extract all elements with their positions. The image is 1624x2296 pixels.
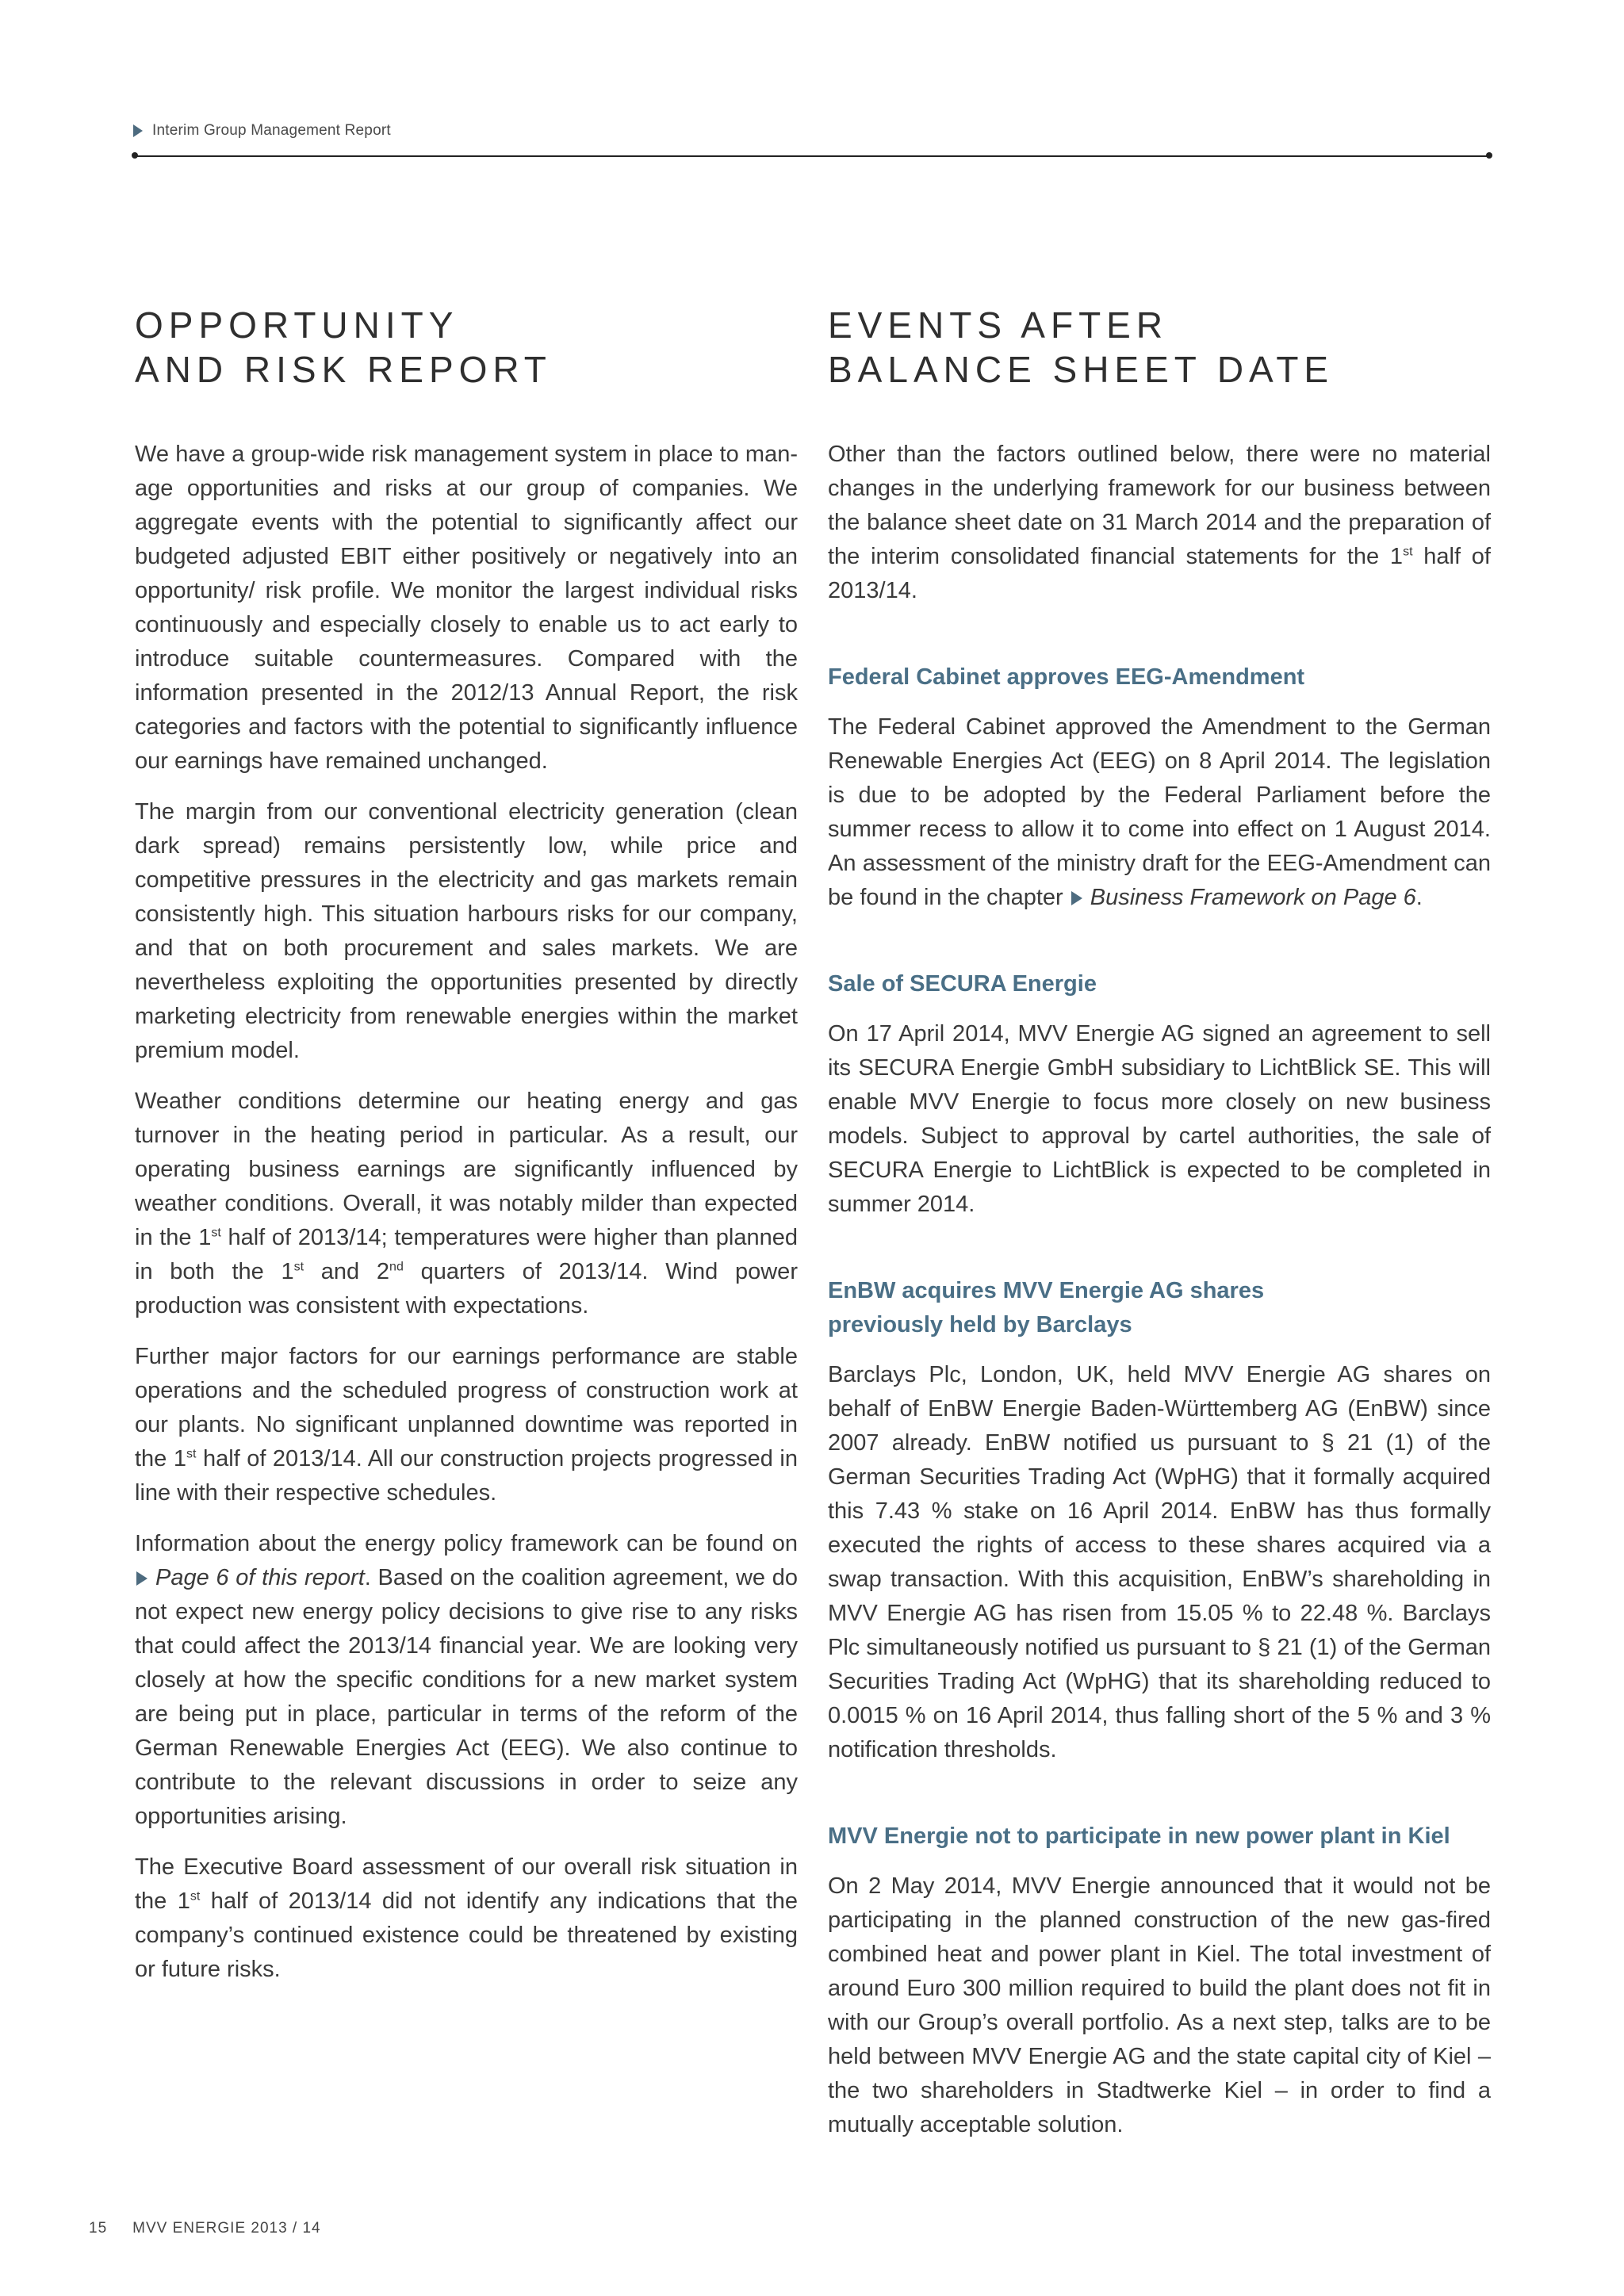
- clean-dark-spread-paragraph: The margin from our conventional electricity generation (clean dark spread) remains persistently low, while price and competitive pressures in the electricity and gas markets remain consistently high. This situation harbours risks for our company, and that on both procurement and sales markets. We are nevertheless exploiting the opportunities presented by directly marketing electricity from renewable energies within the market premium model.: [135, 799, 798, 1063]
- kiel-power-plant-heading: MVV Energie not to participate in new power plant in Kiel: [828, 1823, 1450, 1849]
- page-number: 15: [89, 2220, 108, 2237]
- running-header-title: Interim Group Management Report: [152, 122, 391, 139]
- opportunity-risk-column: [135, 303, 798, 2003]
- page-6-reference-link[interactable]: Page 6 of this report: [155, 1565, 365, 1590]
- title-line-1: EVENTS AFTER: [828, 304, 1169, 346]
- title-line-2: BALANCE SHEET DATE: [828, 349, 1335, 390]
- events-after-balance-body: [828, 438, 1491, 2142]
- eeg-amendment-paragraph: The Federal Cabinet approved the Amendment to the German Renewable Energies Act (EEG) on 8 April 2014. The legislation is due to be adopted by the Federal Parliament before the summer recess to allow it to come into effect on 1 August 2014. An assessment of the ministry draft for the EEG-Amendment can be found in the chapter Business Framework on Page 6.: [828, 714, 1491, 910]
- opportunity-risk-body: [135, 438, 798, 1987]
- secura-sale-paragraph: On 17 April 2014, MVV Energie AG signed an agreement to sell its SECURA Energie GmbH subsidiary to LichtBlick SE. This will enable MVV Energie to focus more closely on new business models. Subject to approval by cartel authorities, the sale of SECURA Energie to LichtBlick is expected to be completed in summer 2014.: [828, 1021, 1491, 1217]
- kiel-power-plant-paragraph: On 2 May 2014, MVV Energie announced that it would not be participating in the planned construction of the new gas-fired combined heat and power plant in Kiel. The total investment of around Euro 300 million required to build the plant does not fit in with our Group’s overall portfolio. As a next step, talks are to be held between MVV Energie AG and the state capital city of Kiel – the two shareholders in Stadtwerke Kiel – in order to find a mutually acceptable solution.: [828, 1873, 1491, 2137]
- enbw-acquisition-paragraph: Barclays Plc, London, UK, held MVV Energie AG shares on behalf of EnBW Energie Baden-Württemberg AG (EnBW) since 2007 already. EnBW notified us pursuant to § 21 (1) of the German Securities Trading Act (WpHG) that it formally acquired this 7.43 % stake on 16 April 2014. EnBW has thus formally executed the rights of access to these shares acquired via a swap transaction. With this acquisition, EnBW’s shareholding in MVV Energie AG has risen from 15.05 % to 22.48 %. Barclays Plc simultaneously notified us pursuant to § 21 (1) of the German Securities Trading Act (WpHG) that its shareholding reduced to 0.0015 % on 16 April 2014, thus falling short of the 5 % and 3 % notification thresholds.: [828, 1362, 1491, 1762]
- page-reference-arrow-icon: [136, 1571, 147, 1586]
- risk-management-paragraph: We have a group-wide risk management system in place to manage opportunities and risks at our group of companies. We aggregate events with the potential to significantly affect our budgeted adjusted EBIT either positively or negatively into an opportunity/ risk profile. We monitor the largest individual risks continuously and especially closely to enable us to act early to introduce suitable countermeasures. Compared with the information presented in the 2012/13 Annual Report, the risk categories and factors with the potential to significantly influence our earnings have remained unchanged.: [135, 442, 798, 774]
- triangle-bullet-icon: [133, 124, 143, 137]
- events-after-balance-title: [828, 303, 1491, 392]
- eeg-amendment-heading: Federal Cabinet approves EEG-Amendment: [828, 664, 1305, 690]
- energy-policy-paragraph: Information about the energy policy framework can be found on Page 6 of this report. Based on the coalition agreement, we do not expect new energy policy decisions to give rise to any risks that could affect the 2013/14 financial year. We are looking very closely at how the specific conditions for a new market system are being put in place, particular in terms of the reform of the German Renewable Energies Act (EEG). We also continue to contribute to the relevant discussions in order to seize any opportunities arising.: [135, 1531, 799, 1829]
- business-framework-link[interactable]: Business Framework on Page 6: [1090, 885, 1416, 910]
- executive-board-assessment-paragraph: The Executive Board assessment of our overall risk situation in the 1st half of 2013/14 did not identify any indications that the company’s continued existence could be threatened by existing or future risks.: [135, 1854, 799, 1982]
- rule-end-dot-right: [1486, 152, 1492, 159]
- opportunity-risk-title: [135, 303, 798, 392]
- title-line-1: OPPORTUNITY: [135, 304, 459, 346]
- events-after-balance-column: [828, 303, 1491, 2159]
- header-rule: [135, 155, 1488, 157]
- publication-name: MVV ENERGIE 2013 / 14: [132, 2220, 321, 2237]
- running-header: [133, 122, 391, 140]
- earnings-factors-paragraph: Further major factors for our earnings performance are stable operations and the scheduled progress of construction work at our plants. No significant unplanned downtime was reported in the 1st half of 2013/14. All our construction projects progressed in line with their respective schedules.: [135, 1344, 798, 1506]
- enbw-acquisition-heading: EnBW acquires MVV Energie AG shares previously held by Barclays: [828, 1278, 1265, 1337]
- rule-end-dot-left: [132, 152, 138, 159]
- page-footer: [89, 2220, 321, 2237]
- events-intro-paragraph: Other than the factors outlined below, there were no material changes in the underlying framework for our business between the balance sheet date on 31 March 2014 and the preparation of the interim consolidated financial statements for the 1st half of 2013/14.: [828, 442, 1491, 603]
- chapter-reference-arrow-icon: [1071, 891, 1082, 905]
- weather-conditions-paragraph: Weather conditions determine our heating energy and gas turnover in the heating period in particular. As a result, our operating business earnings are significantly influenced by weather conditions. Overall, it was notably milder than expected in the 1st half of 2013/14; temperatures were higher than planned in both the 1st and 2nd quarters of 2013/14. Wind power production was consistent with expectations.: [135, 1089, 798, 1318]
- secura-sale-heading: Sale of SECURA Energie: [828, 971, 1097, 997]
- title-line-2: AND RISK REPORT: [135, 349, 552, 390]
